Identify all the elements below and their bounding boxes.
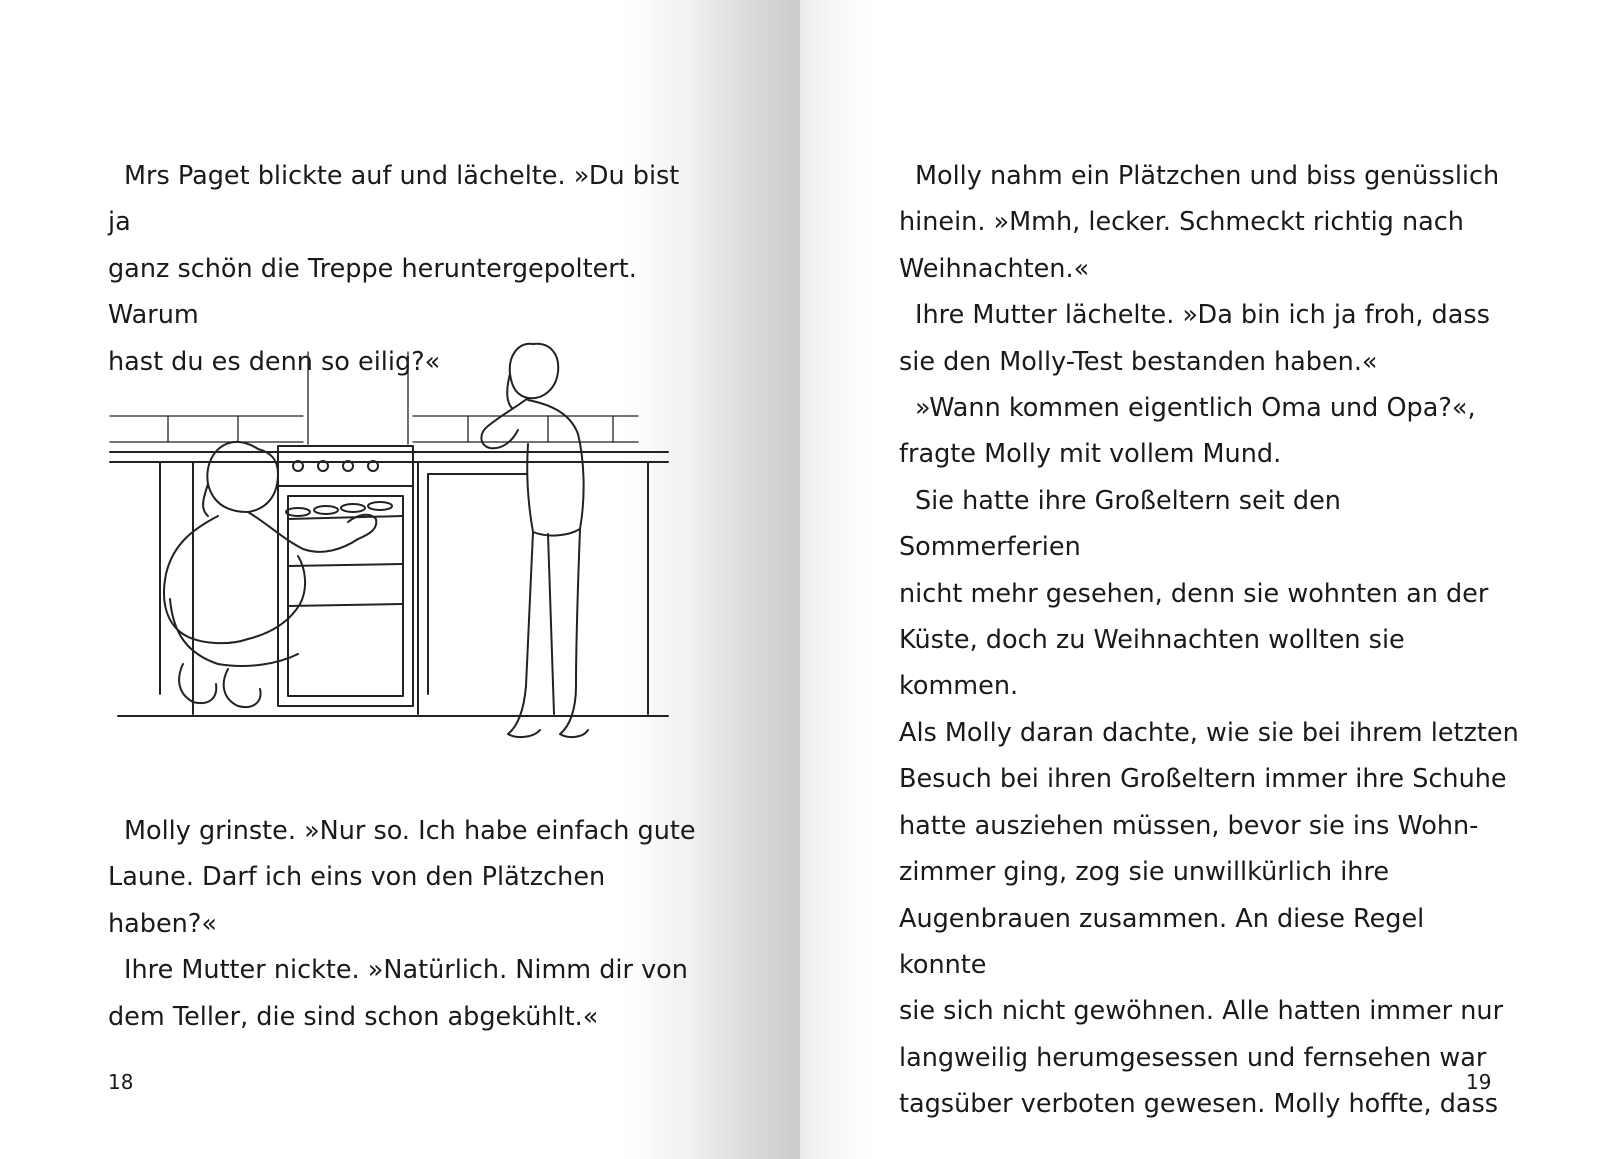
text-line: Molly grinste. »Nur so. Ich habe einfach gute <box>124 816 696 846</box>
text-line: Molly nahm ein Plätzchen und biss genüsslich <box>915 161 1500 191</box>
oven <box>278 446 413 706</box>
paragraph <box>899 292 1519 385</box>
text-line: hatte ausziehen müssen, bevor sie ins Wohn- <box>899 810 1479 841</box>
text-line: Ihre Mutter lächelte. »Da bin ich ja froh, dass <box>915 300 1490 331</box>
paragraph <box>899 385 1519 478</box>
text-line: hinein. »Mmh, lecker. Schmeckt richtig nach <box>899 207 1464 238</box>
paragraph <box>899 478 1519 1128</box>
text-line: dem Teller, die sind schon abgekühlt.« <box>108 1001 599 1032</box>
left-page-text-bottom <box>108 808 708 1040</box>
text-line: langweilig herumgesessen und fernsehen war <box>899 1042 1487 1073</box>
text-line: Küste, doch zu Weihnachten wollten sie kommen. <box>899 625 1405 702</box>
text-line: sie sich nicht gewöhnen. Alle hatten immer nur <box>899 996 1504 1027</box>
standing-mother <box>481 344 588 737</box>
text-line: Ihre Mutter nickte. »Natürlich. Nimm dir von <box>124 955 688 986</box>
text-line: Weihnachten.« <box>899 253 1090 284</box>
paragraph <box>108 947 708 1040</box>
text-line: Laune. Darf ich eins von den Plätzchen haben?« <box>108 862 606 939</box>
text-line: Als Molly daran dachte, wie sie bei ihrem letzten <box>899 717 1519 748</box>
page-number-right: 19 <box>1466 1070 1492 1094</box>
text-line: fragte Molly mit vollem Mund. <box>899 439 1282 470</box>
text-line: Augenbrauen zusammen. An diese Regel konnte <box>899 903 1425 980</box>
text-line: ganz schön die Treppe heruntergepoltert. Warum <box>108 253 637 331</box>
paragraph <box>108 808 708 947</box>
page-number-left: 18 <box>108 1070 134 1094</box>
paragraph <box>899 153 1519 292</box>
text-line: zimmer ging, zog sie unwillkürlich ihre <box>899 857 1390 888</box>
text-line: tagsüber verboten gewesen. Molly hoffte, dass <box>899 1089 1499 1120</box>
text-line: Mrs Paget blickte auf und lächelte. »Du bist ja <box>108 161 680 238</box>
text-line: sie den Molly-Test bestanden haben.« <box>899 346 1378 377</box>
kitchen-oven-illustration <box>108 334 698 774</box>
text-line: nicht mehr gesehen, denn sie wohnten an der <box>899 578 1489 609</box>
text-line: Sie hatte ihre Großeltern seit den Sommerferien <box>899 485 1341 563</box>
text-line: Besuch bei ihren Großeltern immer ihre Schuhe <box>899 764 1507 795</box>
text-line: »Wann kommen eigentlich Oma und Opa?«, <box>915 393 1476 424</box>
text-line: hast du es denn so eilig?« <box>108 346 441 377</box>
kneeling-girl <box>164 442 376 707</box>
right-page-text <box>899 153 1519 1128</box>
